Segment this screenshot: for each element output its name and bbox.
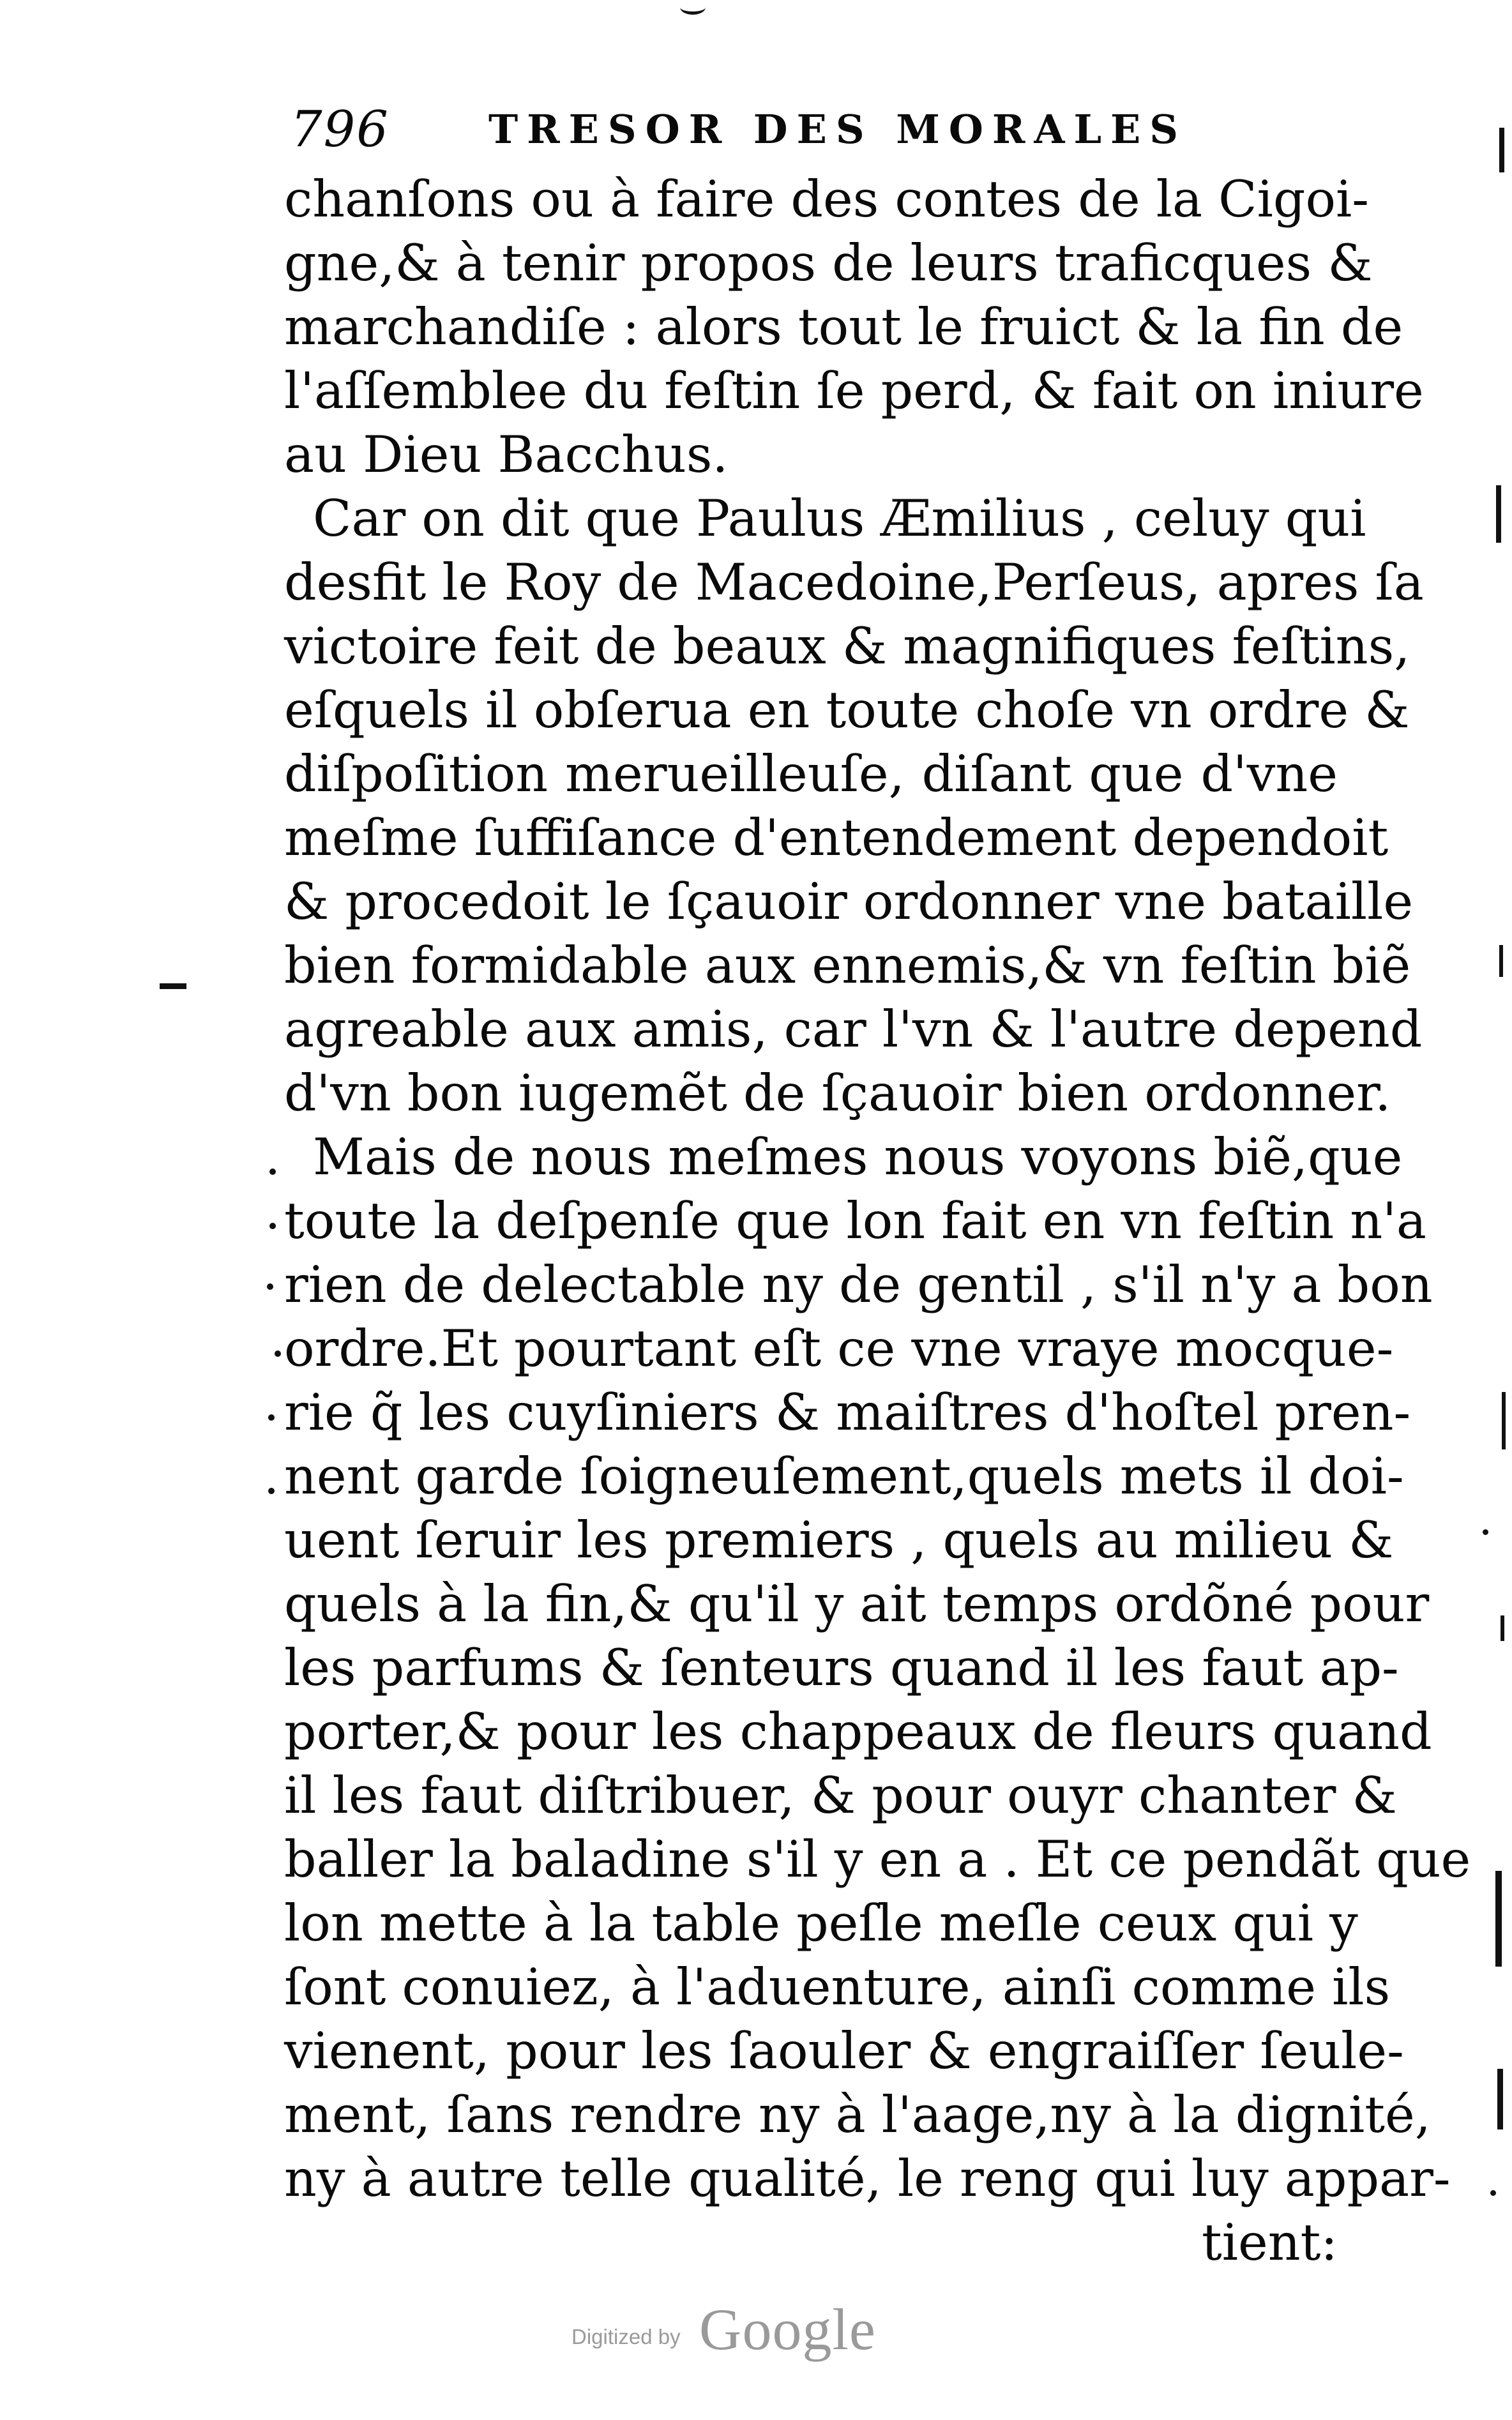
text-line: lon mette à la table peſle meſle ceux qui y (284, 1894, 1358, 1953)
text-line: chanſons ou à faire des contes de la Cigoi- (284, 170, 1369, 229)
text-line: rien de delectable ny de gentil , s'il n'y a bon (284, 1255, 1433, 1314)
text-line: ordre.Et pourtant eſt ce vne vraye mocque- (284, 1319, 1394, 1378)
gutter-line (1497, 2069, 1503, 2129)
text-line: ſont conuiez, à l'aduenture, ainſi comme ils (284, 1958, 1391, 2016)
text-line: Mais de nous meſmes nous voyons biẽ,que (313, 1128, 1403, 1186)
catchword: tient: (1201, 2213, 1338, 2272)
margin-dash (160, 983, 186, 989)
text-line: agreable aux amis, car l'vn & l'autre depend (284, 1000, 1423, 1059)
top-edge-mark (680, 0, 706, 15)
text-line: nent garde ſoigneuſement,quels mets il doi- (284, 1447, 1404, 1506)
text-line: eſquels il obſerua en toute choſe vn ordre & (284, 681, 1410, 739)
margin-dot (1490, 2190, 1496, 2196)
margin-dot (267, 1283, 273, 1290)
gutter-line (1495, 1871, 1502, 1967)
text-line: & procedoit le ſçauoir ordonner vne bataille (284, 872, 1414, 931)
gutter-line (1502, 1392, 1506, 1449)
margin-dot (268, 1414, 275, 1421)
text-line: bien formidable aux ennemis,& vn feſtin biẽ (284, 936, 1411, 995)
text-line: desfit le Roy de Macedoine,Perſeus, apres ſa (284, 553, 1424, 612)
running-title: TRESOR DES MORALES (488, 106, 1188, 153)
gutter-line (1499, 945, 1503, 977)
margin-dot (1483, 1529, 1488, 1535)
text-line: porter,& pour les chappeaux de fleurs quand (284, 1702, 1432, 1761)
text-line: diſpoſition merueilleuſe, diſant que d'vne (284, 745, 1338, 803)
running-head (291, 95, 1216, 165)
body-text (284, 167, 1471, 2274)
text-line: rie q̃ les cuyſiniers & maiſtres d'hoſtel pren- (284, 1383, 1411, 1442)
gutter-line (1499, 128, 1504, 172)
watermark-logo: Google (699, 2297, 876, 2362)
text-line: meſme ſuffiſance d'entendement dependoit (284, 808, 1389, 867)
text-line: quels à la fin,& qu'il y ait temps ordõné pour (284, 1575, 1430, 1633)
text-line: ny à autre telle qualité, le reng qui luy appar- (284, 2149, 1451, 2208)
text-line: l'aſſemblee du feſtin ſe perd, & fait on iniure (284, 361, 1424, 420)
text-line: baller la baladine s'il y en a . Et ce pendãt que (284, 1830, 1471, 1889)
text-line: marchandiſe : alors tout le fruict & la fin de (284, 298, 1403, 356)
text-line: au Dieu Bacchus. (284, 425, 729, 484)
text-line: d'vn bon iugemẽt de ſçauoir bien ordonner. (284, 1064, 1391, 1123)
text-line: les parfums & ſenteurs quand il les faut ap- (284, 1638, 1399, 1697)
margin-dot (268, 1488, 275, 1494)
text-line: uent ſeruir les premiers , quels au milieu & (284, 1511, 1394, 1569)
text-line: gne,& à tenir propos de leurs traficques & (284, 234, 1373, 292)
margin-dot (275, 1350, 281, 1357)
page-number: 796 (291, 101, 389, 158)
text-line: Car on dit que Paulus Æmilius , celuy qui (313, 489, 1366, 548)
text-line: toute la deſpenſe que lon fait en vn feſtin n'a (284, 1191, 1427, 1250)
gutter-line (1501, 1615, 1504, 1641)
margin-dot (269, 1168, 276, 1175)
watermark-prefix: Digitized by (571, 2325, 681, 2348)
margin-dot (269, 1223, 276, 1229)
digitization-watermark (571, 2295, 955, 2366)
text-line: il les faut diſtribuer, & pour ouyr chanter & (284, 1766, 1397, 1825)
text-line: victoire feit de beaux & magnifiques feſtins, (284, 617, 1410, 676)
text-line: ment, ſans rendre ny à l'aage,ny à la dignité, (284, 2085, 1431, 2144)
gutter-line (1496, 485, 1501, 543)
text-line: vienent, pour les ſaouler & engraiſſer ſeule- (284, 2022, 1404, 2080)
